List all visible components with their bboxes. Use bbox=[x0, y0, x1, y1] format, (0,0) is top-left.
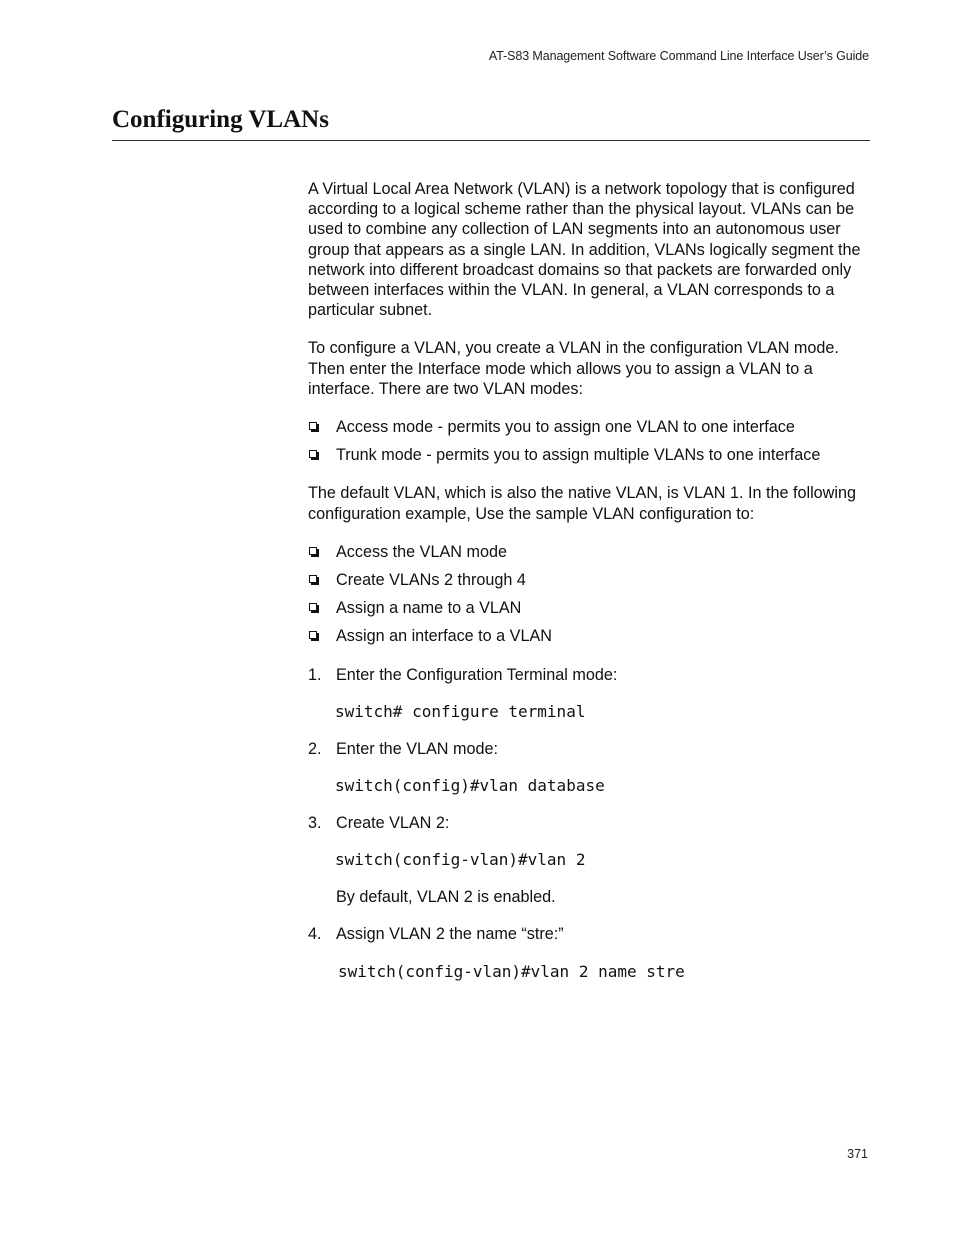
list-item bbox=[308, 445, 873, 465]
code-line: switch# configure terminal bbox=[335, 701, 586, 721]
code-line: switch(config-vlan)#vlan 2 name stre bbox=[338, 961, 685, 981]
list-item-text: Create VLANs 2 through 4 bbox=[336, 571, 526, 590]
step-note: By default, VLAN 2 is enabled. bbox=[336, 888, 556, 907]
step-number: 1. bbox=[308, 665, 322, 684]
list-item bbox=[308, 542, 873, 562]
list-item-text: Access the VLAN mode bbox=[336, 542, 507, 561]
list-item-text: Assign an interface to a VLAN bbox=[336, 627, 552, 646]
code-line: switch(config)#vlan database bbox=[335, 776, 605, 796]
checkbox-bullet-icon bbox=[309, 450, 317, 458]
list-item bbox=[308, 626, 873, 646]
checkbox-bullet-icon bbox=[309, 603, 317, 611]
step-number: 3. bbox=[308, 814, 322, 833]
body-content bbox=[308, 179, 873, 999]
step-number: 2. bbox=[308, 739, 322, 758]
step-1 bbox=[308, 665, 873, 685]
modes-intro-paragraph: To configure a VLAN, you create a VLAN in the configuration VLAN mode. Then enter the Interface mode which allows you to assign a VLAN to a interface. There are two VLAN modes: bbox=[308, 339, 839, 398]
checkbox-bullet-icon bbox=[309, 631, 317, 639]
running-header: AT-S83 Management Software Command Line Interface User’s Guide bbox=[488, 49, 869, 63]
page-number: 371 bbox=[847, 1147, 868, 1161]
step-text: Enter the Configuration Terminal mode: bbox=[336, 665, 618, 684]
example-intro-paragraph: The default VLAN, which is also the native VLAN, is VLAN 1. In the following configuration example, Use the sample VLAN configuration to: bbox=[308, 484, 856, 523]
checkbox-bullet-icon bbox=[309, 575, 317, 583]
vlan-modes-list bbox=[308, 417, 873, 465]
checkbox-bullet-icon bbox=[309, 547, 317, 555]
step-text: Enter the VLAN mode: bbox=[336, 739, 498, 758]
step-text: Create VLAN 2: bbox=[336, 814, 450, 833]
section-title: Configuring VLANs bbox=[112, 106, 329, 133]
list-item-text: Assign a name to a VLAN bbox=[336, 599, 522, 618]
code-line: switch(config-vlan)#vlan 2 bbox=[335, 850, 586, 870]
step-4 bbox=[308, 924, 873, 944]
list-item-text: Access mode - permits you to assign one VLAN to one interface bbox=[336, 418, 795, 437]
list-item bbox=[308, 570, 873, 590]
step-3 bbox=[308, 813, 873, 833]
list-item-text: Trunk mode - permits you to assign multiple VLANs to one interface bbox=[336, 446, 821, 465]
title-rule bbox=[112, 140, 870, 141]
step-2 bbox=[308, 739, 873, 759]
step-text: Assign VLAN 2 the name “stre:” bbox=[336, 925, 564, 944]
step-number: 4. bbox=[308, 925, 322, 944]
list-item bbox=[308, 417, 873, 437]
tasks-list bbox=[308, 542, 873, 647]
intro-paragraph: A Virtual Local Area Network (VLAN) is a network topology that is configured according to a logical scheme rather than the physical layout. VLANs can be used to combine any collection of LAN segments into an autonomous user group that appears as a single LAN. In addition, VLANs logically segment the network into different broadcast domains so that packets are forwarded only between interfaces within the VLAN. In general, a VLAN corresponds to a particular subnet. bbox=[308, 180, 861, 320]
checkbox-bullet-icon bbox=[309, 422, 317, 430]
list-item bbox=[308, 598, 873, 618]
